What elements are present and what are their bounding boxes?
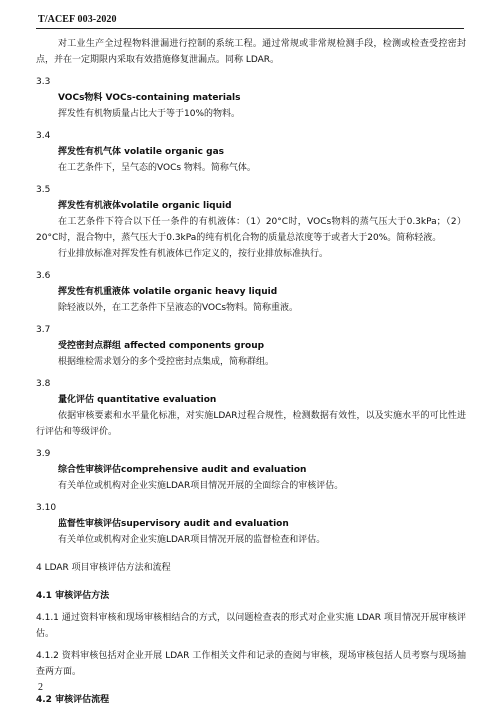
term-definition: 依据审核要素和水平量化标准，对实施LDAR过程合规性，检测数据有效性，以及实施水平的可比性进行评估和等级评价。 <box>36 411 466 437</box>
document-body <box>36 36 466 708</box>
term-number: 3.8 <box>36 379 51 389</box>
term-3-5 <box>36 182 466 262</box>
term-definition: 在工艺条件下符合以下任一条件的有机液体：（1）20°C时，VOCs物料的蒸气压大于0.3kPa；（2）20°C时，混合物中，蒸气压大于0.3kPa的纯有机化合物的质量总浓度等于或者大于20%。简称轻液。 <box>36 217 466 243</box>
term-definition: 挥发性有机物质量占比大于等于10%的物料。 <box>58 109 241 119</box>
term-number: 3.4 <box>36 131 51 141</box>
term-definition: 在工艺条件下，呈气态的VOCs 物料。简称气体。 <box>58 163 256 173</box>
intro-paragraph: 对工业生产全过程物料泄漏进行控制的系统工程。通过常规或非常规检测手段，检测或检查受控密封点，并在一定期限内采取有效措施修复泄漏点。同称 LDAR。 <box>36 39 466 65</box>
clause-4-1-1: 4.1.1 通过资料审核和现场审核相结合的方式，以问题检查表的形式对企业实施 LDAR 项目情况开展审核评估。 <box>36 613 466 639</box>
section-4-1-heading: 4.1 审核评估方法 <box>36 591 110 601</box>
term-title: 挥发性有机液体volatile organic liquid <box>58 201 232 211</box>
term-title: 受控密封点群组 affected components group <box>58 341 265 351</box>
term-number: 3.3 <box>36 77 51 87</box>
term-3-3 <box>36 74 466 122</box>
page-number: 2 <box>38 682 43 693</box>
term-title: 综合性审核评估comprehensive audit and evaluation <box>58 465 307 475</box>
term-title: 挥发性有机气体 volatile organic gas <box>58 147 225 157</box>
standard-number: T/ACEF 003-2020 <box>38 14 117 25</box>
term-definition: 有关单位或机构对企业实施LDAR项目情况开展的监督检查和评估。 <box>58 535 326 545</box>
term-number: 3.7 <box>36 325 51 335</box>
section-4-heading: 4 LDAR 项目审核评估方法和流程 <box>36 563 171 573</box>
term-number: 3.9 <box>36 449 51 459</box>
clause-4-1-2: 4.1.2 资料审核包括对企业开展 LDAR 工作相关文件和记录的查阅与审核，现场审核包括人员考察与现场抽查两方面。 <box>36 651 466 677</box>
term-definition: 有关单位或机构对企业实施LDAR项目情况开展的全面综合的审核评估。 <box>58 481 344 491</box>
term-note: 行业排放标准对挥发性有机液体已作定义的，按行业排放标准执行。 <box>58 249 329 259</box>
term-definition: 根据维检需求划分的多个受控密封点集成，简称群组。 <box>58 357 275 367</box>
term-title: 挥发性有机重液体 volatile organic heavy liquid <box>58 287 278 297</box>
term-3-10 <box>36 500 466 548</box>
term-title: 监督性审核评估supervisory audit and evaluation <box>58 519 289 529</box>
term-3-7 <box>36 322 466 370</box>
header-rule <box>36 28 464 29</box>
section-4-2-heading: 4.2 审核评估流程 <box>36 695 110 705</box>
term-number: 3.10 <box>36 503 57 513</box>
term-title: 量化评估 quantitative evaluation <box>58 395 217 405</box>
term-title: VOCs物料 VOCs-containing materials <box>58 93 241 103</box>
term-3-9 <box>36 446 466 494</box>
term-number: 3.6 <box>36 271 51 281</box>
term-definition: 除轻液以外，在工艺条件下呈液态的VOCs物料。简称重液。 <box>58 303 299 313</box>
term-3-6 <box>36 268 466 316</box>
term-3-4 <box>36 128 466 176</box>
term-number: 3.5 <box>36 185 51 195</box>
term-3-8 <box>36 376 466 440</box>
